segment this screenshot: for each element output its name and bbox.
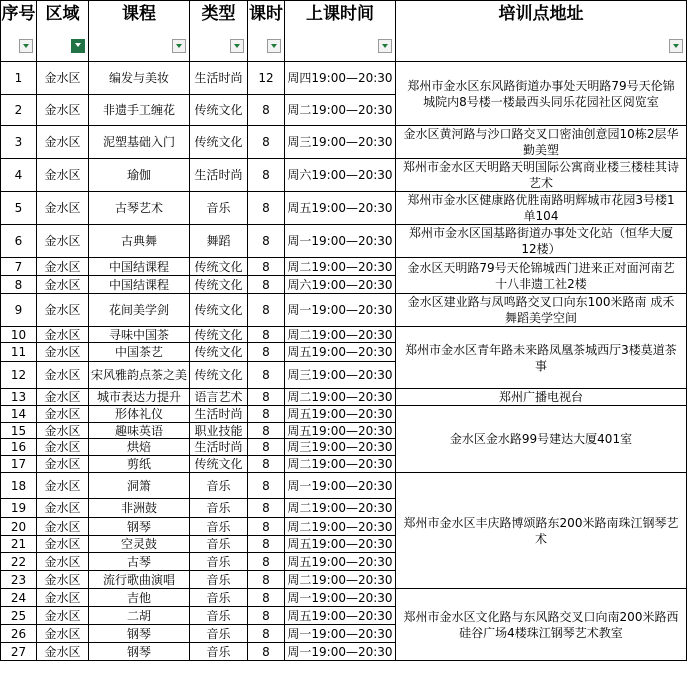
- cell-course[interactable]: 二胡: [89, 607, 190, 625]
- cell-area[interactable]: 金水区: [37, 607, 89, 625]
- header-type: 类型: [190, 1, 248, 62]
- cell-no[interactable]: 16: [1, 439, 37, 456]
- cell-course[interactable]: 瑜伽: [89, 159, 190, 192]
- cell-course[interactable]: 寻味中国茶: [89, 327, 190, 343]
- cell-time[interactable]: 周一19:00—20:30: [285, 625, 396, 643]
- filter-dropdown-icon[interactable]: [378, 39, 392, 53]
- cell-area[interactable]: 金水区: [37, 423, 89, 439]
- cell-time[interactable]: 周五19:00—20:30: [285, 423, 396, 439]
- header-hours: 课时: [248, 1, 285, 62]
- table-row: [1, 473, 687, 499]
- cell-type[interactable]: 音乐: [190, 607, 248, 625]
- cell-area[interactable]: 金水区: [37, 258, 89, 276]
- cell-area[interactable]: 金水区: [37, 389, 89, 406]
- cell-course[interactable]: 形体礼仪: [89, 406, 190, 423]
- cell-no[interactable]: 21: [1, 536, 37, 553]
- cell-type[interactable]: 音乐: [190, 589, 248, 607]
- cell-hours[interactable]: 8: [248, 343, 285, 362]
- header-course: 课程: [89, 1, 190, 62]
- cell-course[interactable]: 钢琴: [89, 625, 190, 643]
- cell-hours[interactable]: 8: [248, 553, 285, 571]
- cell-hours[interactable]: 8: [248, 607, 285, 625]
- cell-type[interactable]: 传统文化: [190, 258, 248, 276]
- cell-hours[interactable]: 8: [248, 95, 285, 126]
- cell-no[interactable]: 11: [1, 343, 37, 362]
- filter-dropdown-icon[interactable]: [172, 39, 186, 53]
- cell-address[interactable]: 金水区天明路79号天伦锦城西门进来正对面河南艺十八非遗工社2楼: [396, 258, 687, 294]
- cell-course[interactable]: 非洲鼓: [89, 499, 190, 518]
- cell-no[interactable]: 26: [1, 625, 37, 643]
- cell-area[interactable]: 金水区: [37, 499, 89, 518]
- cell-time[interactable]: 周二19:00—20:30: [285, 571, 396, 589]
- cell-course[interactable]: 洞箫: [89, 473, 190, 499]
- header-area: 区域: [37, 1, 89, 62]
- cell-course[interactable]: 古琴艺术: [89, 192, 190, 225]
- cell-area[interactable]: 金水区: [37, 192, 89, 225]
- cell-hours[interactable]: 8: [248, 423, 285, 439]
- cell-time[interactable]: 周二19:00—20:30: [285, 456, 396, 473]
- cell-area[interactable]: 金水区: [37, 225, 89, 258]
- cell-no[interactable]: 2: [1, 95, 37, 126]
- cell-type[interactable]: 舞蹈: [190, 225, 248, 258]
- cell-area[interactable]: 金水区: [37, 294, 89, 327]
- cell-no[interactable]: 14: [1, 406, 37, 423]
- cell-area[interactable]: 金水区: [37, 343, 89, 362]
- cell-type[interactable]: 音乐: [190, 571, 248, 589]
- cell-area[interactable]: 金水区: [37, 518, 89, 536]
- cell-no[interactable]: 4: [1, 159, 37, 192]
- cell-hours[interactable]: 8: [248, 225, 285, 258]
- cell-area[interactable]: 金水区: [37, 62, 89, 95]
- cell-time[interactable]: 周二19:00—20:30: [285, 95, 396, 126]
- cell-hours[interactable]: 8: [248, 456, 285, 473]
- filter-dropdown-icon[interactable]: [669, 39, 683, 53]
- cell-type[interactable]: 语言艺术: [190, 389, 248, 406]
- cell-time[interactable]: 周一19:00—20:30: [285, 225, 396, 258]
- cell-no[interactable]: 25: [1, 607, 37, 625]
- cell-hours[interactable]: 8: [248, 439, 285, 456]
- cell-type[interactable]: 传统文化: [190, 343, 248, 362]
- cell-area[interactable]: 金水区: [37, 571, 89, 589]
- table-row: [1, 389, 687, 406]
- cell-type[interactable]: 传统文化: [190, 456, 248, 473]
- cell-type[interactable]: 传统文化: [190, 126, 248, 159]
- cell-time[interactable]: 周一19:00—20:30: [285, 294, 396, 327]
- cell-area[interactable]: 金水区: [37, 553, 89, 571]
- cell-course[interactable]: 古琴: [89, 553, 190, 571]
- cell-course[interactable]: 泥塑基础入门: [89, 126, 190, 159]
- cell-type[interactable]: 音乐: [190, 518, 248, 536]
- cell-time[interactable]: 周六19:00—20:30: [285, 159, 396, 192]
- cell-course[interactable]: 烘焙: [89, 439, 190, 456]
- cell-time[interactable]: 周三19:00—20:30: [285, 126, 396, 159]
- cell-area[interactable]: 金水区: [37, 95, 89, 126]
- cell-time[interactable]: 周三19:00—20:30: [285, 439, 396, 456]
- cell-course[interactable]: 编发与美妆: [89, 62, 190, 95]
- cell-time[interactable]: 周五19:00—20:30: [285, 406, 396, 423]
- cell-no[interactable]: 1: [1, 62, 37, 95]
- cell-address[interactable]: 郑州广播电视台: [396, 389, 687, 406]
- cell-type[interactable]: 音乐: [190, 473, 248, 499]
- cell-type[interactable]: 传统文化: [190, 362, 248, 389]
- cell-hours[interactable]: 8: [248, 571, 285, 589]
- cell-time[interactable]: 周五19:00—20:30: [285, 607, 396, 625]
- cell-course[interactable]: 城市表达力提升: [89, 389, 190, 406]
- table-row: [1, 159, 687, 192]
- cell-type[interactable]: 生活时尚: [190, 62, 248, 95]
- cell-no[interactable]: 23: [1, 571, 37, 589]
- cell-course[interactable]: 古典舞: [89, 225, 190, 258]
- cell-no[interactable]: 8: [1, 276, 37, 294]
- table-row: [1, 192, 687, 225]
- cell-area[interactable]: 金水区: [37, 276, 89, 294]
- cell-course[interactable]: 钢琴: [89, 643, 190, 661]
- cell-area[interactable]: 金水区: [37, 473, 89, 499]
- cell-time[interactable]: 周一19:00—20:30: [285, 589, 396, 607]
- cell-course[interactable]: 中国茶艺: [89, 343, 190, 362]
- cell-time[interactable]: 周二19:00—20:30: [285, 518, 396, 536]
- cell-course[interactable]: 吉他: [89, 589, 190, 607]
- cell-time[interactable]: 周一19:00—20:30: [285, 643, 396, 661]
- cell-address[interactable]: 郑州市金水区天明路天明国际公寓商业楼三楼桂其诗艺术: [396, 159, 687, 192]
- cell-hours[interactable]: 8: [248, 294, 285, 327]
- cell-course[interactable]: 宋风雅韵点茶之美: [89, 362, 190, 389]
- cell-type[interactable]: 音乐: [190, 192, 248, 225]
- cell-address[interactable]: 金水区金水路99号建达大厦401室: [396, 406, 687, 473]
- cell-time[interactable]: 周三19:00—20:30: [285, 362, 396, 389]
- table-row: [1, 258, 687, 276]
- header-row: [1, 1, 687, 62]
- cell-time[interactable]: 周二19:00—20:30: [285, 327, 396, 343]
- cell-address[interactable]: 郑州市金水区健康路优胜南路明辉城市花园3号楼1单104: [396, 192, 687, 225]
- cell-type[interactable]: 生活时尚: [190, 439, 248, 456]
- cell-course[interactable]: 中国结课程: [89, 258, 190, 276]
- cell-type[interactable]: 生活时尚: [190, 406, 248, 423]
- cell-hours[interactable]: 8: [248, 643, 285, 661]
- cell-course[interactable]: 流行歌曲演唱: [89, 571, 190, 589]
- filter-dropdown-icon[interactable]: [230, 39, 244, 53]
- cell-course[interactable]: 钢琴: [89, 518, 190, 536]
- table-row: [1, 126, 687, 159]
- cell-area[interactable]: 金水区: [37, 406, 89, 423]
- cell-hours[interactable]: 8: [248, 327, 285, 343]
- cell-type[interactable]: 音乐: [190, 499, 248, 518]
- cell-no[interactable]: 5: [1, 192, 37, 225]
- cell-area[interactable]: 金水区: [37, 536, 89, 553]
- cell-hours[interactable]: 12: [248, 62, 285, 95]
- cell-area[interactable]: 金水区: [37, 589, 89, 607]
- cell-no[interactable]: 17: [1, 456, 37, 473]
- cell-no[interactable]: 7: [1, 258, 37, 276]
- header-address: 培训点地址: [396, 1, 687, 62]
- active-filter-icon[interactable]: [71, 39, 85, 53]
- cell-no[interactable]: 24: [1, 589, 37, 607]
- cell-hours[interactable]: 8: [248, 258, 285, 276]
- cell-hours[interactable]: 8: [248, 589, 285, 607]
- cell-type[interactable]: 职业技能: [190, 423, 248, 439]
- cell-hours[interactable]: 8: [248, 499, 285, 518]
- cell-time[interactable]: 周一19:00—20:30: [285, 473, 396, 499]
- cell-type[interactable]: 生活时尚: [190, 159, 248, 192]
- cell-hours[interactable]: 8: [248, 126, 285, 159]
- cell-address[interactable]: 郑州市金水区国基路街道办事处文化站（恒华大厦12楼）: [396, 225, 687, 258]
- table-body: [1, 62, 687, 661]
- cell-time[interactable]: 周六19:00—20:30: [285, 276, 396, 294]
- cell-no[interactable]: 15: [1, 423, 37, 439]
- cell-hours[interactable]: 8: [248, 518, 285, 536]
- cell-no[interactable]: 13: [1, 389, 37, 406]
- cell-type[interactable]: 传统文化: [190, 95, 248, 126]
- cell-course[interactable]: 趣味英语: [89, 423, 190, 439]
- cell-time[interactable]: 周五19:00—20:30: [285, 343, 396, 362]
- table-row: [1, 294, 687, 327]
- table-row: [1, 62, 687, 95]
- cell-type[interactable]: 传统文化: [190, 276, 248, 294]
- cell-no[interactable]: 20: [1, 518, 37, 536]
- cell-no[interactable]: 12: [1, 362, 37, 389]
- cell-address[interactable]: 郑州市金水区丰庆路博颂路东200米路南珠江钢琴艺术: [396, 473, 687, 589]
- cell-no[interactable]: 18: [1, 473, 37, 499]
- cell-hours[interactable]: 8: [248, 536, 285, 553]
- cell-area[interactable]: 金水区: [37, 362, 89, 389]
- header-no: 序号: [1, 1, 37, 62]
- cell-course[interactable]: 剪纸: [89, 456, 190, 473]
- cell-address[interactable]: 金水区黄河路与沙口路交叉口密油创意园10栋2层华勤美塑: [396, 126, 687, 159]
- cell-course[interactable]: 空灵鼓: [89, 536, 190, 553]
- cell-area[interactable]: 金水区: [37, 456, 89, 473]
- cell-area[interactable]: 金水区: [37, 643, 89, 661]
- cell-type[interactable]: 传统文化: [190, 294, 248, 327]
- cell-type[interactable]: 音乐: [190, 643, 248, 661]
- table-row: [1, 406, 687, 423]
- cell-area[interactable]: 金水区: [37, 327, 89, 343]
- cell-area[interactable]: 金水区: [37, 159, 89, 192]
- table-row: [1, 327, 687, 343]
- cell-type[interactable]: 音乐: [190, 536, 248, 553]
- filter-dropdown-icon[interactable]: [267, 39, 281, 53]
- cell-no[interactable]: 22: [1, 553, 37, 571]
- cell-address[interactable]: 郑州市金水区青年路未来路凤凰茶城西厅3楼莫道茶事: [396, 327, 687, 389]
- cell-area[interactable]: 金水区: [37, 439, 89, 456]
- cell-address[interactable]: 郑州市金水区文化路与东风路交叉口向南200米路西硅谷广场4楼珠江钢琴艺术教室: [396, 589, 687, 661]
- cell-hours[interactable]: 8: [248, 362, 285, 389]
- cell-hours[interactable]: 8: [248, 473, 285, 499]
- cell-time[interactable]: 周五19:00—20:30: [285, 536, 396, 553]
- cell-address[interactable]: 金水区建业路与凤鸣路交叉口向东100米路南 成禾舞蹈美学空间: [396, 294, 687, 327]
- cell-address[interactable]: 郑州市金水区东风路街道办事处天明路79号天伦锦城院内8号楼一楼最西头同乐花园社区阅览室: [396, 62, 687, 126]
- cell-no[interactable]: 9: [1, 294, 37, 327]
- cell-type[interactable]: 传统文化: [190, 327, 248, 343]
- cell-area[interactable]: 金水区: [37, 126, 89, 159]
- cell-type[interactable]: 音乐: [190, 625, 248, 643]
- cell-type[interactable]: 音乐: [190, 553, 248, 571]
- table-row: [1, 225, 687, 258]
- cell-hours[interactable]: 8: [248, 406, 285, 423]
- cell-no[interactable]: 19: [1, 499, 37, 518]
- cell-time[interactable]: 周二19:00—20:30: [285, 258, 396, 276]
- cell-hours[interactable]: 8: [248, 389, 285, 406]
- table-row: [1, 589, 687, 607]
- cell-time[interactable]: 周二19:00—20:30: [285, 389, 396, 406]
- cell-no[interactable]: 3: [1, 126, 37, 159]
- cell-time[interactable]: 周五19:00—20:30: [285, 192, 396, 225]
- cell-hours[interactable]: 8: [248, 276, 285, 294]
- cell-hours[interactable]: 8: [248, 625, 285, 643]
- cell-time[interactable]: 周四19:00—20:30: [285, 62, 396, 95]
- cell-hours[interactable]: 8: [248, 192, 285, 225]
- header-time: 上课时间: [285, 1, 396, 62]
- filter-dropdown-icon[interactable]: [19, 39, 33, 53]
- cell-course[interactable]: 非遗手工缠花: [89, 95, 190, 126]
- cell-area[interactable]: 金水区: [37, 625, 89, 643]
- cell-no[interactable]: 10: [1, 327, 37, 343]
- cell-no[interactable]: 27: [1, 643, 37, 661]
- cell-no[interactable]: 6: [1, 225, 37, 258]
- cell-time[interactable]: 周二19:00—20:30: [285, 499, 396, 518]
- cell-course[interactable]: 中国结课程: [89, 276, 190, 294]
- cell-course[interactable]: 花间美学剑: [89, 294, 190, 327]
- cell-time[interactable]: 周五19:00—20:30: [285, 553, 396, 571]
- cell-hours[interactable]: 8: [248, 159, 285, 192]
